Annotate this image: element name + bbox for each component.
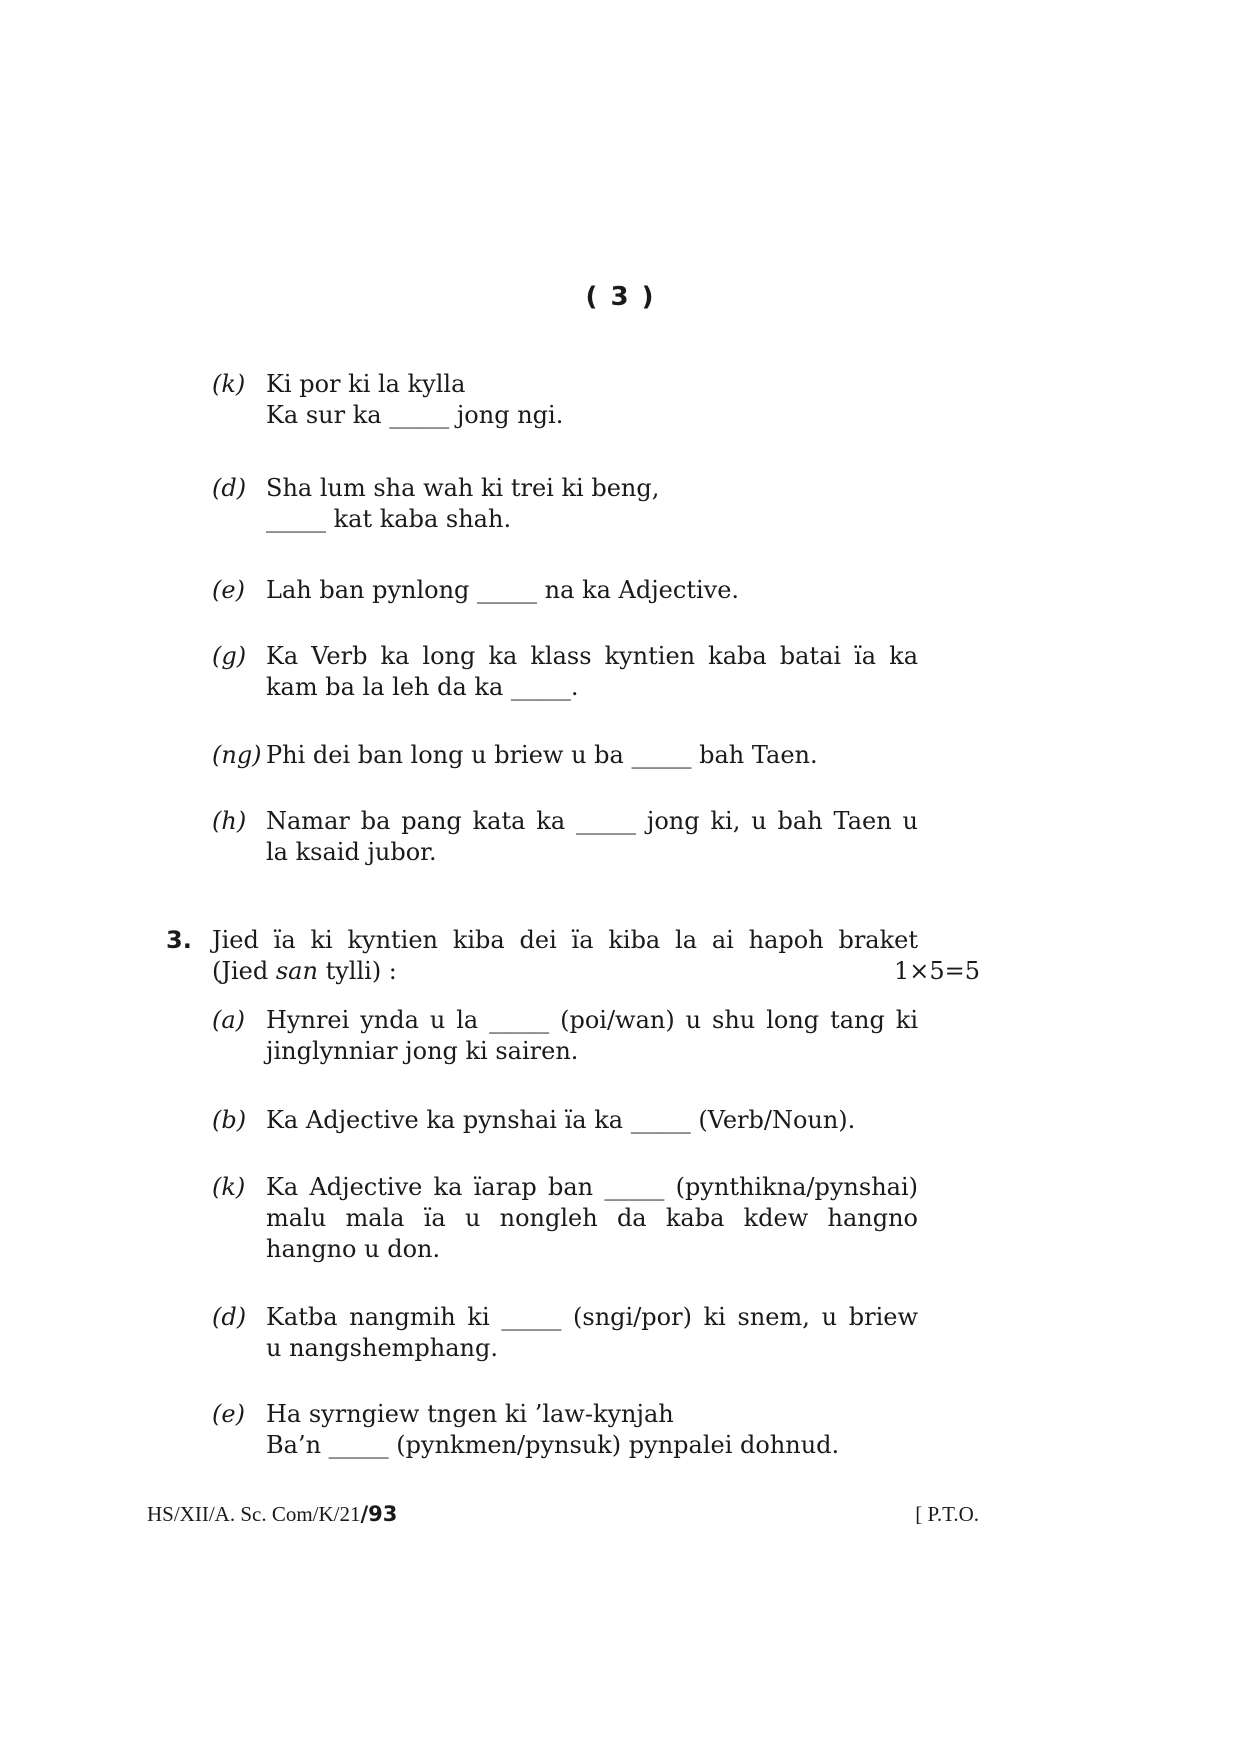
item-label: (e): [212, 1400, 245, 1428]
item-line: Ki por ki la kylla: [266, 370, 466, 398]
item-label: (e): [212, 576, 245, 604]
q2-item-ng: [212, 740, 918, 771]
q3-item-a: [212, 1005, 918, 1067]
item-label: (ng): [212, 741, 262, 769]
item-line: Ka Adjective ka ïarap ban _____ (pynthikna/pynshai): [266, 1173, 918, 1201]
item-label: (b): [212, 1106, 247, 1134]
item-line: Lah ban pynlong _____ na ka Adjective.: [266, 576, 740, 604]
item-label: (g): [212, 642, 247, 670]
question-3-heading: [166, 925, 980, 987]
item-label: (k): [212, 370, 246, 398]
item-line: la ksaid jubor.: [266, 838, 437, 866]
question-number: 3.: [166, 926, 192, 954]
question-3-instruction-note: (Jied san tylli) :: [212, 957, 397, 985]
item-line: Namar ba pang kata ka _____ jong ki, u bah Taen u: [266, 807, 918, 835]
page-footer: [147, 1502, 979, 1527]
item-label: (a): [212, 1006, 246, 1034]
item-line: Ka Adjective ka pynshai ïa ka _____ (Verb/Noun).: [266, 1106, 856, 1134]
item-label: (d): [212, 1303, 247, 1331]
q2-item-k: [212, 369, 918, 431]
item-line: Sha lum sha wah ki trei ki beng,: [266, 474, 660, 502]
q2-item-d: [212, 473, 918, 535]
item-line: Ba’n _____ (pynkmen/pynsuk) pynpalei dohnud.: [266, 1431, 840, 1459]
item-line: Ka Verb ka long ka klass kyntien kaba batai ïa ka: [266, 642, 918, 670]
item-line: jinglynniar jong ki sairen.: [266, 1037, 579, 1065]
item-line: Phi dei ban long u briew u ba _____ bah Taen.: [266, 741, 818, 769]
page-number: ( 3 ): [585, 282, 656, 312]
pto-note: [ P.T.O.: [915, 1502, 979, 1526]
q3-item-k: [212, 1172, 918, 1265]
q2-item-e: [212, 575, 918, 606]
q3-item-d: [212, 1302, 918, 1364]
item-label: (d): [212, 474, 247, 502]
item-line: Hynrei ynda u la _____ (poi/wan) u shu long tang ki: [266, 1006, 918, 1034]
item-line: u nangshemphang.: [266, 1334, 498, 1362]
item-label: (k): [212, 1173, 246, 1201]
question-3-instruction: Jied ïa ki kyntien kiba dei ïa kiba la ai hapoh braket: [212, 926, 918, 954]
item-line: kam ba la leh da ka _____.: [266, 673, 579, 701]
q2-item-g: [212, 641, 918, 703]
q3-item-b: [212, 1105, 918, 1136]
item-line: hangno u don.: [266, 1235, 441, 1263]
item-line: Ka sur ka _____ jong ngi.: [266, 401, 564, 429]
question-3-marks: 1×5=5: [893, 957, 980, 985]
paper-code: HS/XII/A. Sc. Com/K/21/93: [147, 1502, 398, 1526]
item-line: Ha syrngiew tngen ki ’law-kynjah: [266, 1400, 674, 1428]
item-line: malu mala ïa u nongleh da kaba kdew hangno: [266, 1204, 918, 1232]
item-label: (h): [212, 807, 247, 835]
q2-item-h: [212, 806, 918, 868]
q3-item-e: [212, 1399, 918, 1461]
item-line: Katba nangmih ki _____ (sngi/por) ki snem, u briew: [266, 1303, 918, 1331]
item-line: _____ kat kaba shah.: [266, 505, 512, 533]
